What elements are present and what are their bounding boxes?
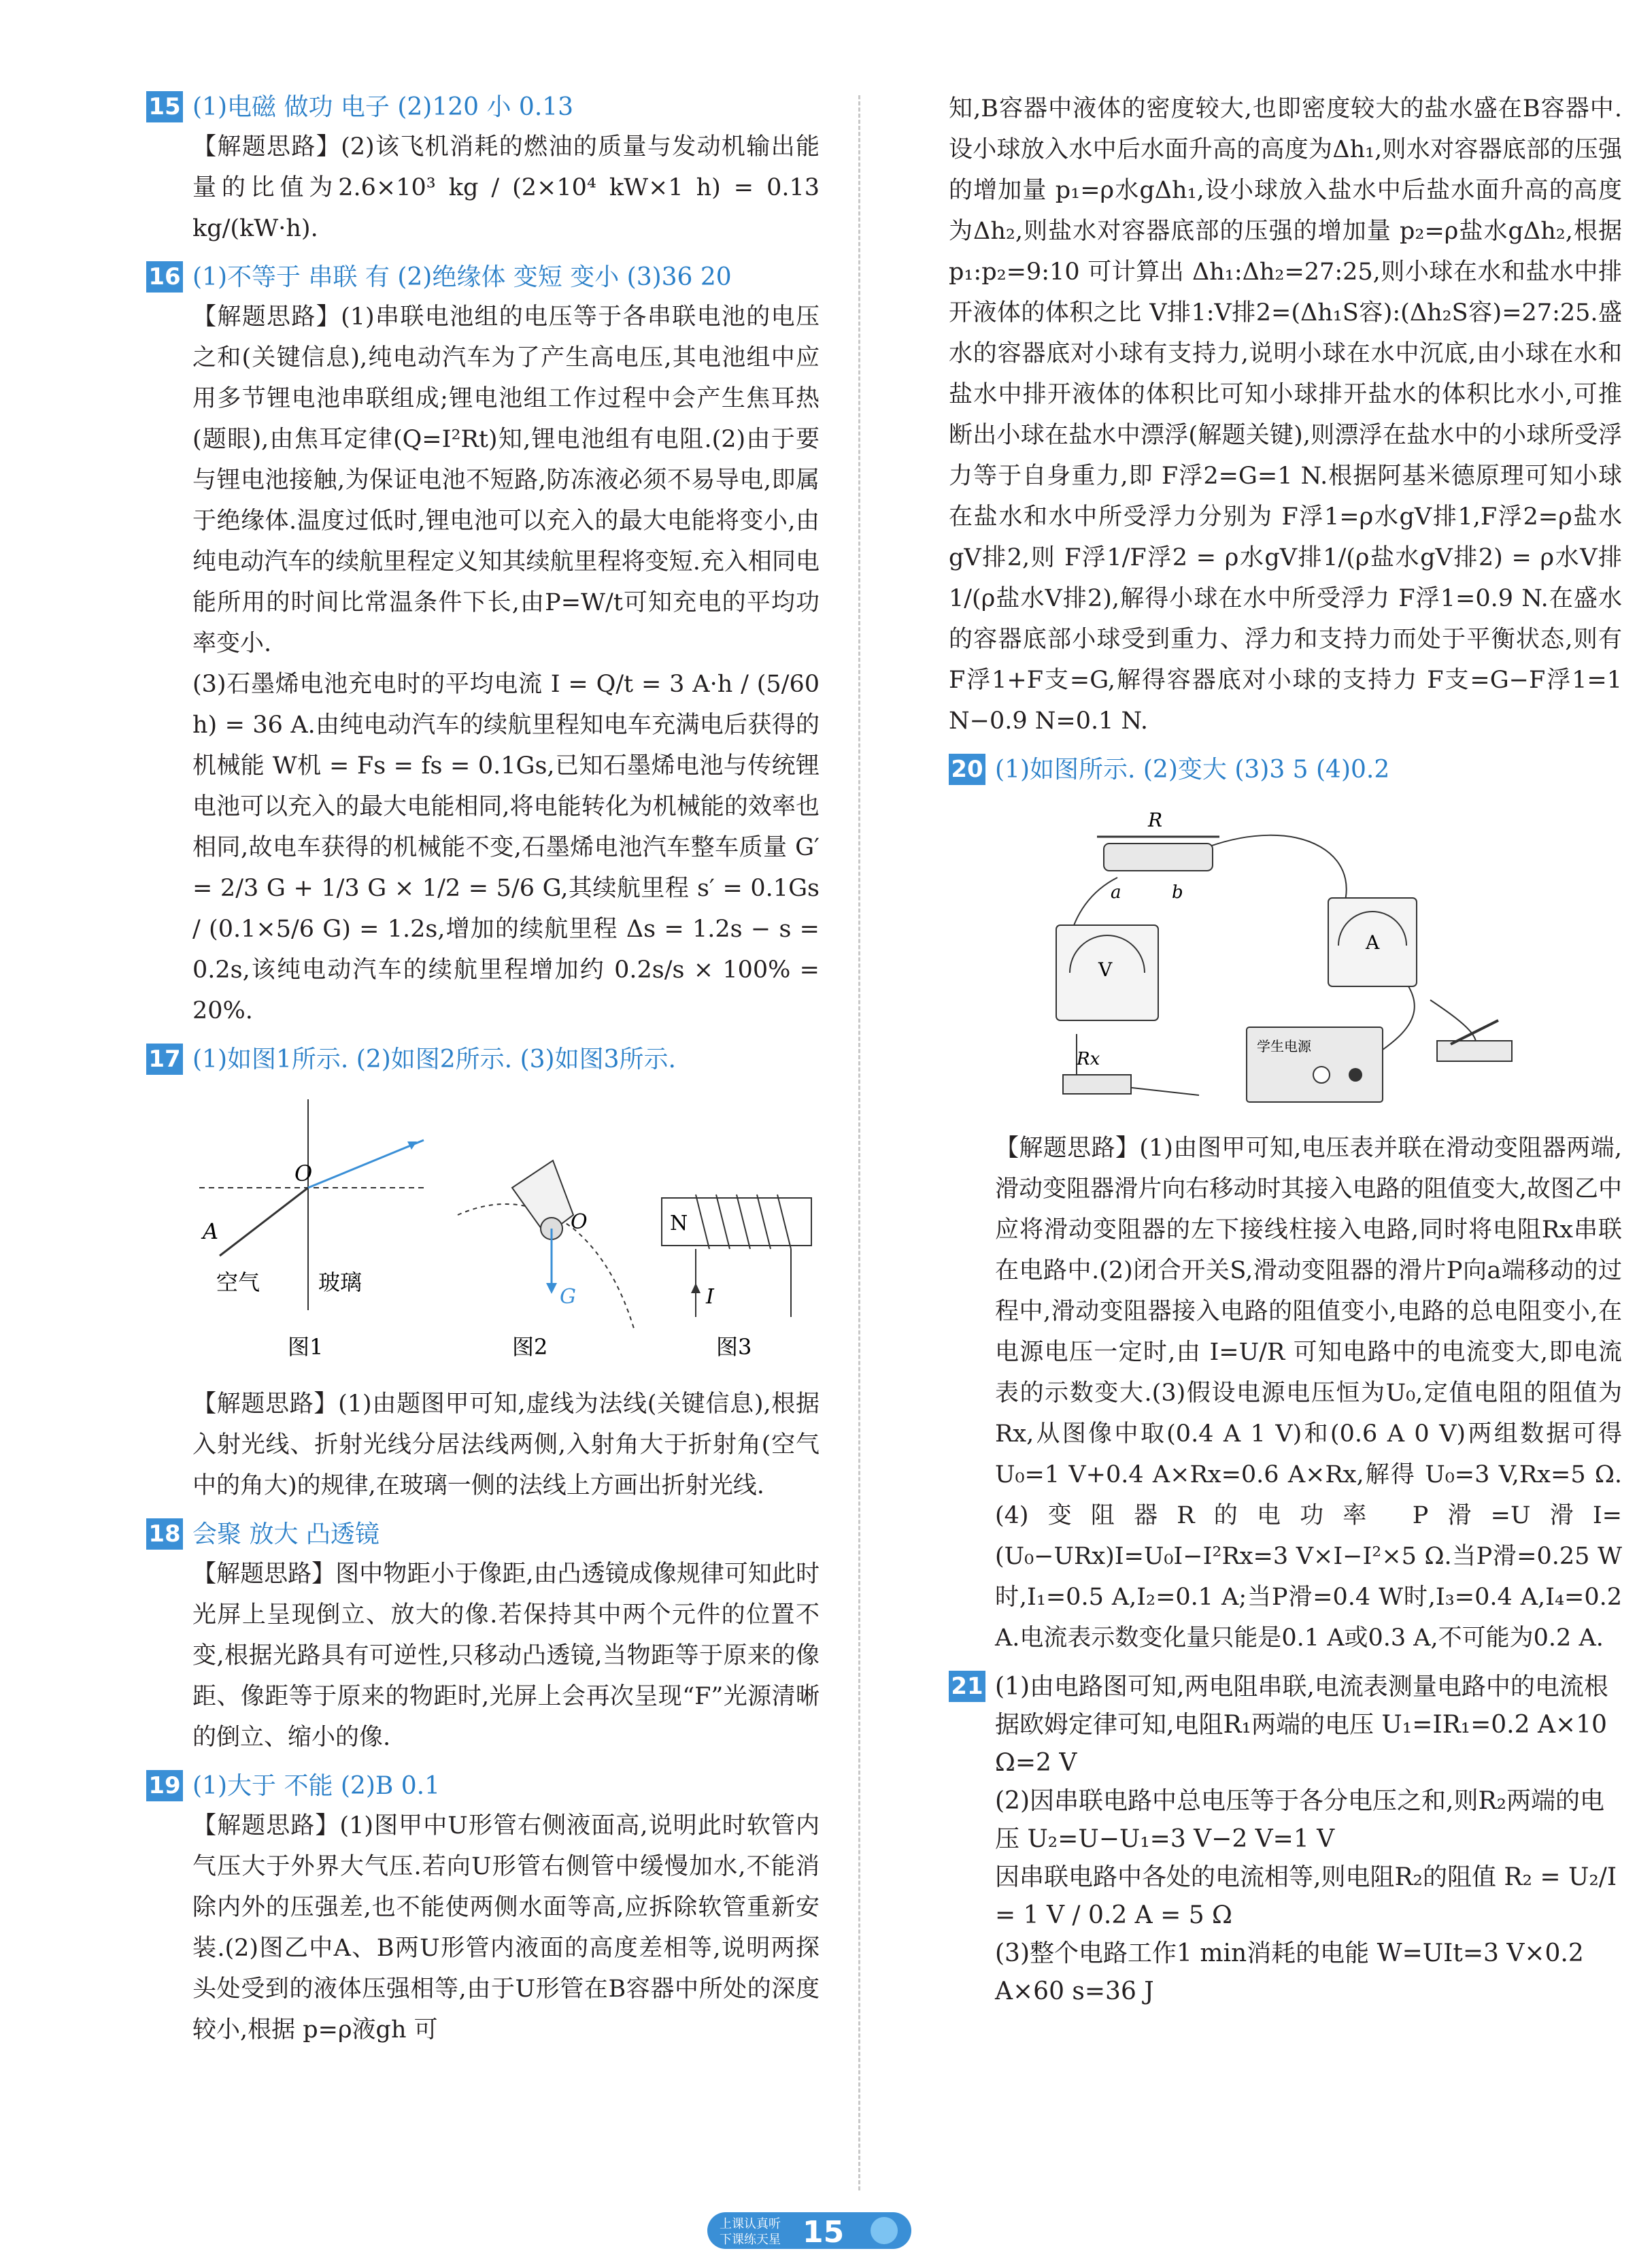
label-I: I	[706, 1285, 714, 1309]
resistor-rx	[1063, 1049, 1131, 1094]
caption-fig1: 图1	[288, 1334, 324, 1360]
answer-part-4: (3)整个电路工作1 min消耗的电能 W=UIt=3 V×0.2 A×60 s=36 J	[995, 1939, 1584, 2005]
caption-fig2: 图2	[512, 1334, 548, 1360]
label-O: O	[294, 1161, 313, 1186]
question-number: 21	[949, 1671, 985, 1702]
power-supply-label: 学生电源	[1257, 1038, 1311, 1054]
label-O2: O	[571, 1210, 588, 1234]
label-glass: 玻璃	[318, 1269, 362, 1295]
rheostat	[1097, 809, 1219, 903]
left-column	[146, 88, 820, 2060]
explanation: 【解题思路】(1)由图甲可知,电压表并联在滑动变阻器两端,滑动变阻器滑片向右移动时其接入电路的阻值变大,故图乙中应将滑动变阻器的左下接线柱接入电路,同时将电阻Rx串联在电路中.(2)闭合开关S,滑动变阻器的滑片P向a端移动的过程中,滑动变阻器接入电路的阻值变小,电路的总电阻变小,在电源电压一定时,由 I=U/R 可知电路中的电流变大,即电流表的示数变大.(3)假设电源电压恒为U₀,定值电阻的阻值为Rx,从图像中取(0.4 A 1 V)和(0.6 A 0 V)两组数据可得 U₀=1 V+0.4 A×Rx=0.6 A×Rx,解得 U₀=3 V,Rx=5 Ω.(4)变阻器R的电功率 P滑=U滑I=(U₀−URx)I=U₀I−I²Rx=3 V×I−I²×5 Ω.当P滑=0.25 W时,I₁=0.5 A,I₂=0.1 A;当P滑=0.4 W时,I₃=0.4 A,I₄=0.2 A.电流表示数变化量只能是0.1 A或0.3 A,不可能为0.2 A.	[995, 1135, 1622, 1652]
switch	[1437, 1020, 1512, 1061]
question-20	[949, 751, 1622, 1658]
label-R: R	[1148, 809, 1163, 831]
voltmeter-V: V	[1098, 958, 1113, 981]
answer-line: 会聚 放大 凸透镜	[192, 1520, 379, 1548]
label-a: a	[1111, 882, 1121, 903]
question-number: 20	[949, 754, 985, 785]
label-N: N	[670, 1212, 688, 1235]
figures-17	[192, 1086, 818, 1371]
question-17	[146, 1041, 820, 1506]
question-19-continued	[949, 88, 1622, 741]
answer-line: (1)不等于 串联 有 (2)绝缘体 变短 变小 (3)36 20	[192, 263, 732, 291]
question-18	[146, 1516, 820, 1758]
figure-1-refraction	[199, 1099, 424, 1360]
explanation-part-2: (3)石墨烯电池充电时的平均电流 I = Q/t = 3 A·h / (5/60 h) = 36 A.由纯电动汽车的续航里程知电车充满电后获得的机械能 W机 = Fs = fs = 0.1Gs,已知石墨烯电池与传统锂电池可以充入的最大电能相同,将电能转化为机械能的效率也相同,故电车获得的机械能不变,石墨烯电池汽车整车质量 G′ = 2/3 G + 1/3 G × 1/2 = 5/6 G,其续航里程 s′ = 0.1Gs / (0.1×5/6 G) = 1.2s,增加的续航里程 Δs = 1.2s − s = 0.2s,该纯电动汽车的续航里程增加约 0.2s/s × 100% = 20%.	[192, 671, 820, 1024]
voltmeter	[1056, 925, 1158, 1020]
question-number: 19	[146, 1770, 183, 1801]
ammeter-A: A	[1366, 931, 1380, 954]
explanation: 【解题思路】(1)由题图甲可知,虚线为法线(关键信息),根据入射光线、折射光线分居法线两侧,入射角大于折射角(空气中的角大)的规律,在玻璃一侧的法线上方画出折射光线.	[192, 1390, 820, 1499]
answer-part-1: (1)由电路图可知,两电阻串联,电流表测量电路中的电流根据欧姆定律可知,电阻R₁两端的电压 U₁=IR₁=0.2 A×10 Ω=2 V	[995, 1673, 1608, 1777]
mascot-icon	[871, 2217, 898, 2244]
question-21	[949, 1668, 1622, 2011]
answer-line: (1)如图1所示. (2)如图2所示. (3)如图3所示.	[192, 1046, 676, 1073]
question-16	[146, 259, 820, 1031]
answer-part-3: 因串联电路中各处的电流相等,则电阻R₂的阻值 R₂ = U₂/I = 1 V / 0.2 A = 5 Ω	[995, 1863, 1617, 1929]
caption-fig3: 图3	[716, 1334, 752, 1360]
label-A: A	[203, 1218, 219, 1244]
explanation-part-1: 【解题思路】(1)图甲中U形管右侧液面高,说明此时软管内气压大于外界大气压.若向U形管右侧管中缓慢加水,不能消除内外的压强差,也不能使两侧水面等高,应拆除软管重新安装.(2)图乙中A、B两U形管内液面的高度差相等,说明两探头处受到的液体压强相等,由于U形管在B容器中所处的深度较小,根据 p=ρ液gh 可	[192, 1812, 820, 2044]
question-number: 18	[146, 1518, 183, 1550]
question-19	[146, 1767, 820, 2050]
figure-2-shuttlecock	[458, 1161, 635, 1360]
answer-part-2: (2)因串联电路中总电压等于各分电压之和,则R₂两端的电压 U₂=U−U₁=3 V−2 V=1 V	[995, 1787, 1604, 1853]
question-15	[146, 88, 820, 249]
label-air: 空气	[216, 1269, 260, 1295]
page-footer	[707, 2209, 925, 2252]
label-G: G	[560, 1285, 576, 1309]
explanation: 【解题思路】图中物距小于像距,由凸透镜成像规律可知此时光屏上呈现倒立、放大的像.若保持其中两个元件的位置不变,根据光路具有可逆性,只移动凸透镜,当物距等于原来的像距、像距等于原来的物距时,光屏上会再次呈现“F”光源清晰的倒立、缩小的像.	[192, 1561, 820, 1751]
explanation-part-2: 知,B容器中液体的密度较大,也即密度较大的盐水盛在B容器中.设小球放入水中后水面升高的高度为Δh₁,则水对容器底部的压强的增加量 p₁=ρ水gΔh₁,设小球放入盐水中后盐水面升高的高度为Δh₂,则盐水对容器底部的压强的增加量 p₂=ρ盐水gΔh₂,根据 p₁:p₂=9:10 可计算出 Δh₁:Δh₂=27:25,则小球在水和盐水中排开液体的体积之比 V排1:V排2=(Δh₁S容):(Δh₂S容)=27:25.盛水的容器底对小球有支持力,说明小球在水中沉底,由小球在水和盐水中排开液体的体积比可知小球排开盐水的体积比水小,可推断出小球在盐水中漂浮(解题关键),则漂浮在盐水中的小球所受浮力等于自身重力,即 F浮2=G=1 N.根据阿基米德原理可知小球在盐水和水中所受浮力分别为 F浮1=ρ水gV排1,F浮2=ρ盐水gV排2,则 F浮1/F浮2 = ρ水gV排1/(ρ盐水gV排2) = ρ水V排1/(ρ盐水V排2),解得小球在水中所受浮力 F浮1=0.9 N.在盛水的容器底部小球受到重力、浮力和支持力而处于平衡状态,则有 F浮1+F支=G,解得容器底对小球的支持力 F支=G−F浮1=1 N−0.9 N=0.1 N.	[949, 95, 1622, 735]
label-Rx: Rx	[1077, 1049, 1100, 1069]
column-divider	[858, 95, 860, 2190]
footer-slogan-2: 下课练天星	[720, 2233, 781, 2247]
explanation-part-1: 【解题思路】(1)串联电池组的电压等于各串联电池的电压之和(关键信息),纯电动汽车为了产生高电压,其电池组中应用多节锂电池串联组成;锂电池组工作过程中会产生焦耳热(题眼),由焦耳定律(Q=I²Rt)知,锂电池组有电阻.(2)由于要与锂电池接触,为保证电池不短路,防冻液必须不易导电,即属于绝缘体.温度过低时,锂电池可以充入的最大电能将变小,由纯电动汽车的续航里程定义知其续航里程将变短.充入相同电能所用的时间比常温条件下长,由P=W/t可知充电的平均功率变小.	[192, 303, 820, 657]
figure-3-solenoid	[662, 1195, 811, 1360]
footer-slogan-1: 上课认真听	[720, 2217, 781, 2231]
answer-line: (1)电磁 做功 电子 (2)120 小 0.13	[192, 93, 574, 121]
page-number: 15	[803, 2215, 845, 2250]
explanation	[146, 297, 820, 1031]
question-number: 15	[146, 91, 183, 122]
ammeter	[1328, 898, 1417, 986]
answer-line: (1)大于 不能 (2)B 0.1	[192, 1772, 441, 1800]
circuit-figure	[995, 796, 1539, 1116]
question-number: 16	[146, 261, 183, 293]
explanation: 【解题思路】(2)该飞机消耗的燃油的质量与发动机输出能量的比值为2.6×10³ kg / (2×10⁴ kW×1 h) = 0.13 kg/(kW·h).	[192, 133, 820, 242]
power-supply	[1247, 1027, 1383, 1102]
label-b: b	[1172, 882, 1183, 903]
right-column	[949, 88, 1622, 2020]
question-number: 17	[146, 1044, 183, 1075]
answer-line: (1)如图所示. (2)变大 (3)3 5 (4)0.2	[995, 756, 1390, 784]
